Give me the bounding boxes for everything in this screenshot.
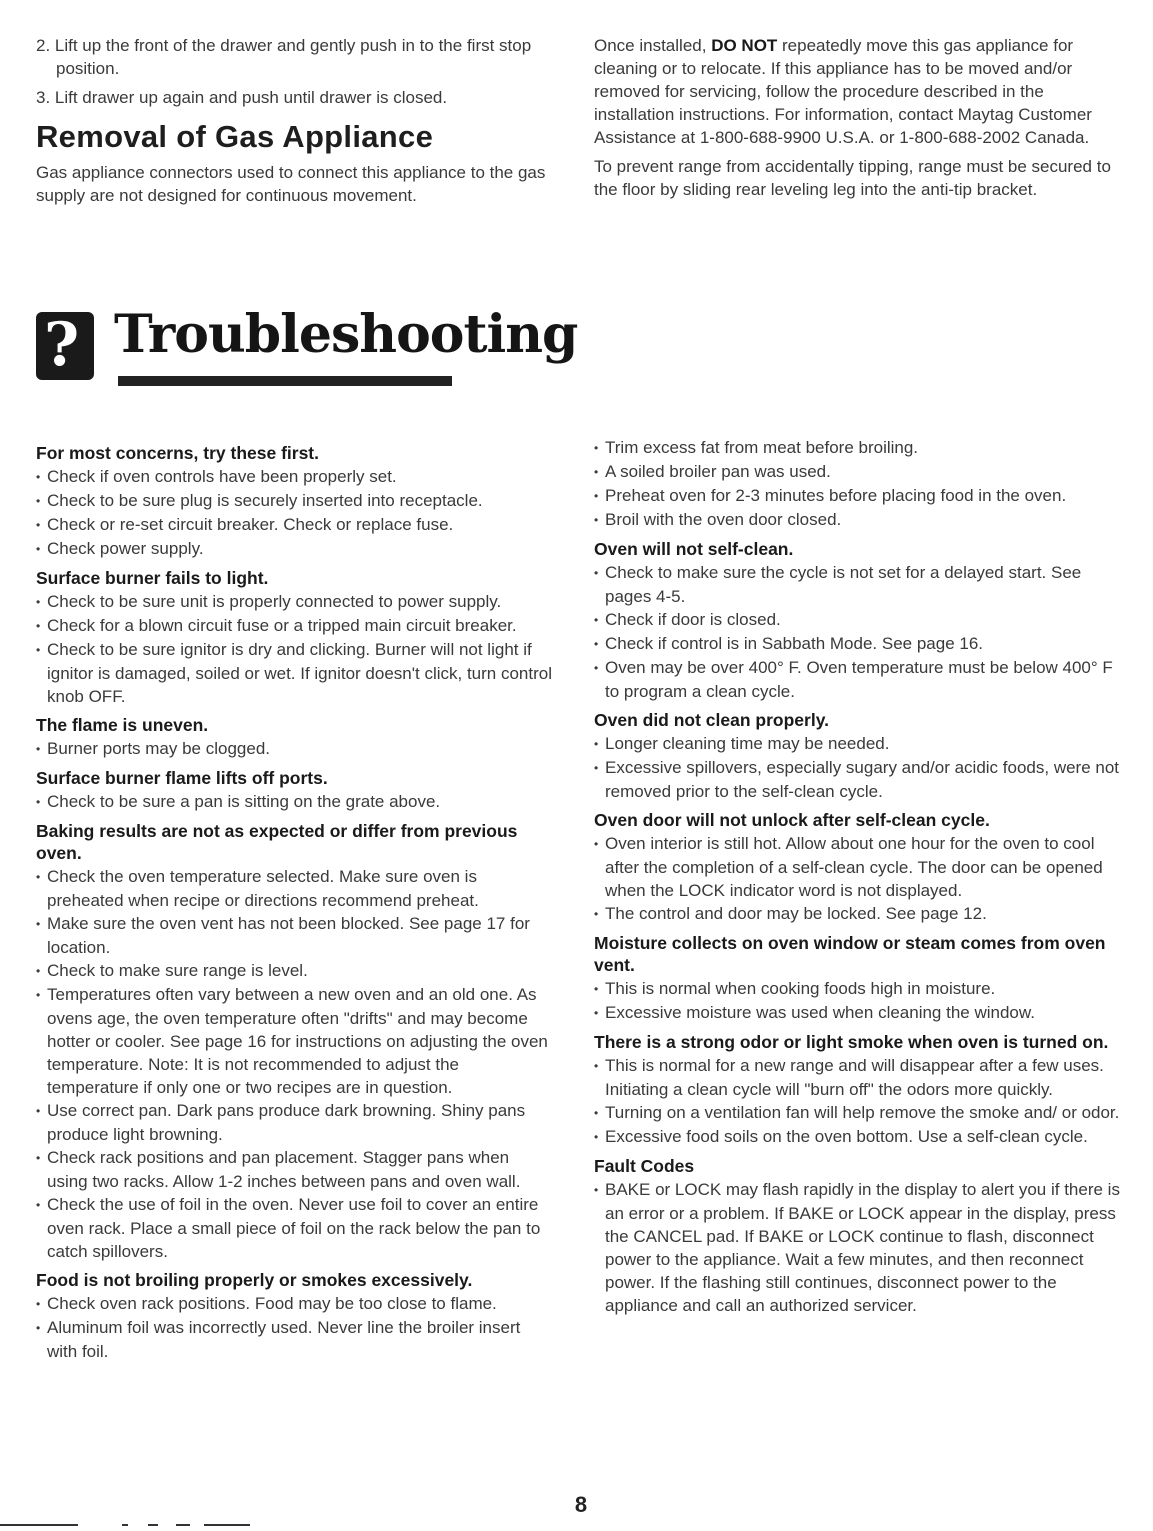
list-item: • Check to be sure ignitor is dry and clicking. Burner will not light if ignitor is damaged, soiled or wet. If ignitor doesn't click, turn control knob OFF. [36, 638, 554, 708]
list-item: • Check for a blown circuit fuse or a tripped main circuit breaker. [36, 614, 554, 638]
list-item: • Check to be sure unit is properly connected to power supply. [36, 590, 554, 614]
list-item: • The control and door may be locked. See page 12. [594, 902, 1130, 926]
list-item: • Check the oven temperature selected. Make sure oven is preheated when recipe or directions recommend preheat. [36, 865, 554, 912]
broil-tips-list [594, 436, 1130, 532]
section-heading-baking-results-are-not-as-expected-or-di: Baking results are not as expected or differ from previous oven. [36, 821, 518, 863]
list-item: • Excessive food soils on the oven bottom. Use a self-clean cycle. [594, 1125, 1130, 1149]
section-heading-there-is-a-strong-odor-or-light-smoke-wh: There is a strong odor or light smoke when oven is turned on. [594, 1032, 1109, 1052]
list-item: • Check rack positions and pan placement. Stagger pans when using two racks. Allow 1-2 inches between pans and oven wall. [36, 1146, 554, 1193]
list-item: • Burner ports may be clogged. [36, 737, 554, 761]
list-item: • Aluminum foil was incorrectly used. Never line the broiler insert with foil. [36, 1316, 554, 1363]
section-heading-oven-did-not-clean-properly: Oven did not clean properly. [594, 710, 829, 730]
section-list [36, 865, 554, 1263]
list-item: • Check power supply. [36, 537, 554, 561]
question-mark-glyph: ? [44, 310, 80, 380]
page-number: 8 [574, 1492, 588, 1517]
list-item: • Check if oven controls have been properly set. [36, 465, 554, 489]
list-item: • Check oven rack positions. Food may be too close to flame. [36, 1292, 554, 1316]
list-item: • This is normal for a new range and will disappear after a few uses. Initiating a clean cycle will "burn off" the odors more quickly. [594, 1054, 1130, 1101]
section-heading-food-is-not-broiling-properly-or-smokes-: Food is not broiling properly or smokes excessively. [36, 1270, 473, 1290]
section-heading-surface-burner-fails-to-light: Surface burner fails to light. [36, 568, 269, 588]
removal-paragraph: Gas appliance connectors used to connect this appliance to the gas supply are not designed for continuous movement. [36, 163, 546, 205]
left-troubleshooting-column [36, 436, 554, 1363]
list-item: • This is normal when cooking foods high in moisture. [594, 977, 1130, 1001]
section-heading-moisture-collects-on-oven-window-or-stea: Moisture collects on oven window or steam comes from oven vent. [594, 933, 1106, 975]
anti-tip-paragraph: To prevent range from accidentally tipping, range must be secured to the floor by sliding rear leveling leg into the anti-tip bracket. [594, 157, 1111, 199]
list-item: • Check to make sure the cycle is not set for a delayed start. See pages 4-5. [594, 561, 1130, 608]
list-item: • Oven interior is still hot. Allow about one hour for the oven to cool after the completion of a self-clean cycle. The door can be opened when the LOCK indicator word is not displayed. [594, 832, 1130, 902]
section-list [36, 737, 554, 761]
list-item: • Longer cleaning time may be needed. [594, 732, 1130, 756]
list-item: • Check if control is in Sabbath Mode. See page 16. [594, 632, 1130, 656]
section-list [594, 977, 1130, 1025]
section-list [594, 1178, 1130, 1317]
section-list [594, 732, 1130, 803]
footer-marks [0, 1524, 260, 1527]
list-item: • Check to be sure a pan is sitting on the grate above. [36, 790, 554, 814]
section-list [36, 790, 554, 814]
list-item: • Excessive moisture was used when cleaning the window. [594, 1001, 1130, 1025]
section-list [594, 832, 1130, 926]
list-item: • Check if door is closed. [594, 608, 1130, 632]
list-item: • Oven may be over 400° F. Oven temperature must be below 400° F to program a clean cycle. [594, 656, 1130, 703]
installed-text-pre: Once installed, [594, 36, 712, 55]
list-item: • Make sure the oven vent has not been blocked. See page 17 for location. [36, 912, 554, 959]
list-item: • Preheat oven for 2-3 minutes before placing food in the oven. [594, 484, 1130, 508]
list-item: • Check to be sure plug is securely inserted into receptacle. [36, 489, 554, 513]
troubleshooting-title: Troubleshooting [114, 304, 578, 365]
section-list [36, 590, 554, 708]
section-list [36, 1292, 554, 1363]
section-heading-fault-codes: Fault Codes [594, 1156, 695, 1176]
troubleshooting-banner [36, 304, 578, 386]
list-item: • Check the use of foil in the oven. Never use foil to cover an entire oven rack. Place a small piece of foil on the rack below the pan to catch spillovers. [36, 1193, 554, 1263]
section-heading-oven-will-not-self-clean: Oven will not self-clean. [594, 539, 794, 559]
list-item: • Check or re-set circuit breaker. Check or replace fuse. [36, 513, 554, 537]
list-item: • A soiled broiler pan was used. [594, 460, 1130, 484]
installed-paragraph [594, 34, 1114, 149]
question-mark-icon [36, 312, 94, 380]
section-heading-for-most-concerns-try-these-first: For most concerns, try these first. [36, 443, 319, 463]
list-item: • Check to make sure range is level. [36, 959, 554, 983]
section-heading-oven-door-will-not-unlock-after-self-cle: Oven door will not unlock after self-clean cycle. [594, 810, 990, 830]
do-not-emphasis: DO NOT [711, 36, 778, 55]
right-sections [594, 538, 1130, 1317]
removal-heading: Removal of Gas Appliance [36, 119, 434, 154]
drawer-step-3: 3. Lift drawer up again and push until drawer is closed. [36, 88, 448, 107]
section-list [594, 1054, 1130, 1149]
section-list [36, 465, 554, 561]
section-heading-surface-burner-flame-lifts-off-ports: Surface burner flame lifts off ports. [36, 768, 328, 788]
top-left-column [36, 34, 548, 213]
right-troubleshooting-column [594, 436, 1130, 1317]
list-item: • Use correct pan. Dark pans produce dark browning. Shiny pans produce light browning. [36, 1099, 554, 1146]
section-list [594, 561, 1130, 703]
list-item: • Broil with the oven door closed. [594, 508, 1130, 532]
drawer-step-2: 2. Lift up the front of the drawer and gently push in to the first stop position. [36, 36, 532, 78]
title-underline [118, 376, 452, 386]
list-item: • Trim excess fat from meat before broiling. [594, 436, 1130, 460]
section-heading-the-flame-is-uneven: The flame is uneven. [36, 715, 209, 735]
list-item: • Excessive spillovers, especially sugary and/or acidic foods, were not removed prior to the self-clean cycle. [594, 756, 1130, 803]
installed-text-post: repeatedly move this gas appliance for cleaning or to relocate. If this appliance has to be moved and/or removed for servicing, follow the procedure described in the installation instructions. For information, contact Maytag Customer Assistance at 1-800-688-9900 U.S.A. or 1-800-688-2002 Canada. [594, 36, 1092, 147]
top-right-column [594, 34, 1114, 207]
list-item: • Turning on a ventilation fan will help remove the smoke and/ or odor. [594, 1101, 1130, 1125]
list-item: • BAKE or LOCK may flash rapidly in the display to alert you if there is an error or a problem. If BAKE or LOCK appear in the display, press the CANCEL pad. If BAKE or LOCK continue to flash, disconnect power to the appliance. Wait a few minutes, and then reconnect power. If the flashing still continues, disconnect power to the appliance and call an authorized servicer. [594, 1178, 1130, 1317]
list-item: • Temperatures often vary between a new oven and an old one. As ovens age, the oven temperature often "drifts" and may become hotter or cooler. See page 16 for instructions on adjusting the oven temperature. Note: It is not recommended to adjust the temperature if only one or two recipes are in question. [36, 983, 554, 1099]
